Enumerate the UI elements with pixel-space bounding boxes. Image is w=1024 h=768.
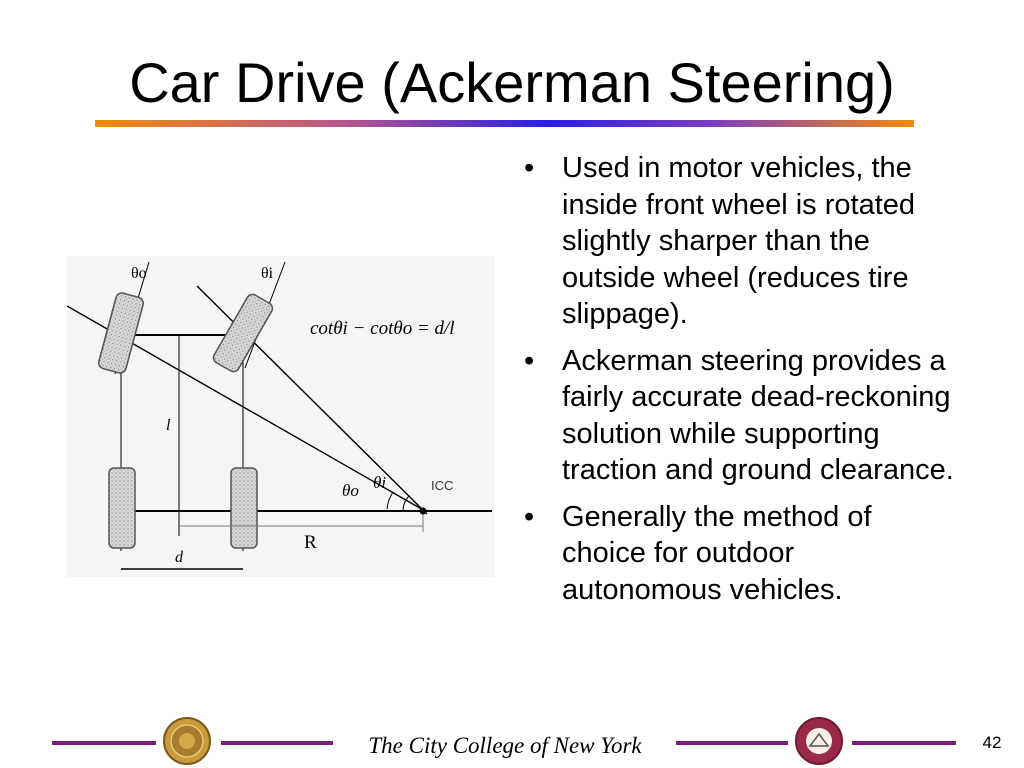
label-R: R: [304, 532, 317, 553]
bullet-item: [518, 343, 958, 489]
bullet-text: Generally the method of choice for outdoor autonomous vehicles.: [562, 500, 872, 606]
bullet-item: [518, 499, 958, 609]
rear-left-wheel: [109, 468, 135, 548]
bullet-list: [518, 150, 958, 618]
page-number: 42: [982, 733, 1002, 752]
bullet-glyph: •: [524, 152, 535, 184]
ccny-seal-logo: [162, 716, 212, 766]
label-theta-i-top: θi: [261, 265, 274, 282]
steering-equation: cotθi − cotθo = d/l: [310, 318, 455, 339]
title-underline: [95, 120, 914, 127]
footer-line-mid-left: [221, 741, 333, 745]
footer-line-mid-right: [676, 741, 788, 745]
label-d: d: [175, 549, 183, 566]
ackerman-diagram: [67, 256, 495, 577]
label-theta-i: θi: [373, 473, 387, 492]
bullet-text: Used in motor vehicles, the inside front wheel is rotated slightly sharper than the outside wheel (reduces tire slippage).: [562, 152, 916, 330]
label-theta-o-top: θo: [131, 265, 147, 282]
icc-point: [420, 508, 427, 515]
footer-line-left: [52, 741, 156, 745]
robotics-lab-seal-logo: [794, 716, 844, 766]
footer-institution: The City College of New York: [368, 733, 642, 758]
footer-line-right: [852, 741, 956, 745]
slide-title: Car Drive (Ackerman Steering): [129, 51, 895, 114]
bullet-glyph: •: [524, 500, 535, 533]
rear-right-wheel: [231, 468, 257, 548]
bullet-text: Ackerman steering provides a fairly accurate dead-reckoning solution while supporting traction and ground clearance.: [562, 344, 954, 486]
bullet-glyph: •: [524, 344, 535, 377]
label-theta-o: θo: [342, 481, 359, 500]
label-icc: ICC: [431, 478, 454, 493]
label-l: l: [166, 417, 171, 434]
bullet-item: [518, 150, 958, 333]
